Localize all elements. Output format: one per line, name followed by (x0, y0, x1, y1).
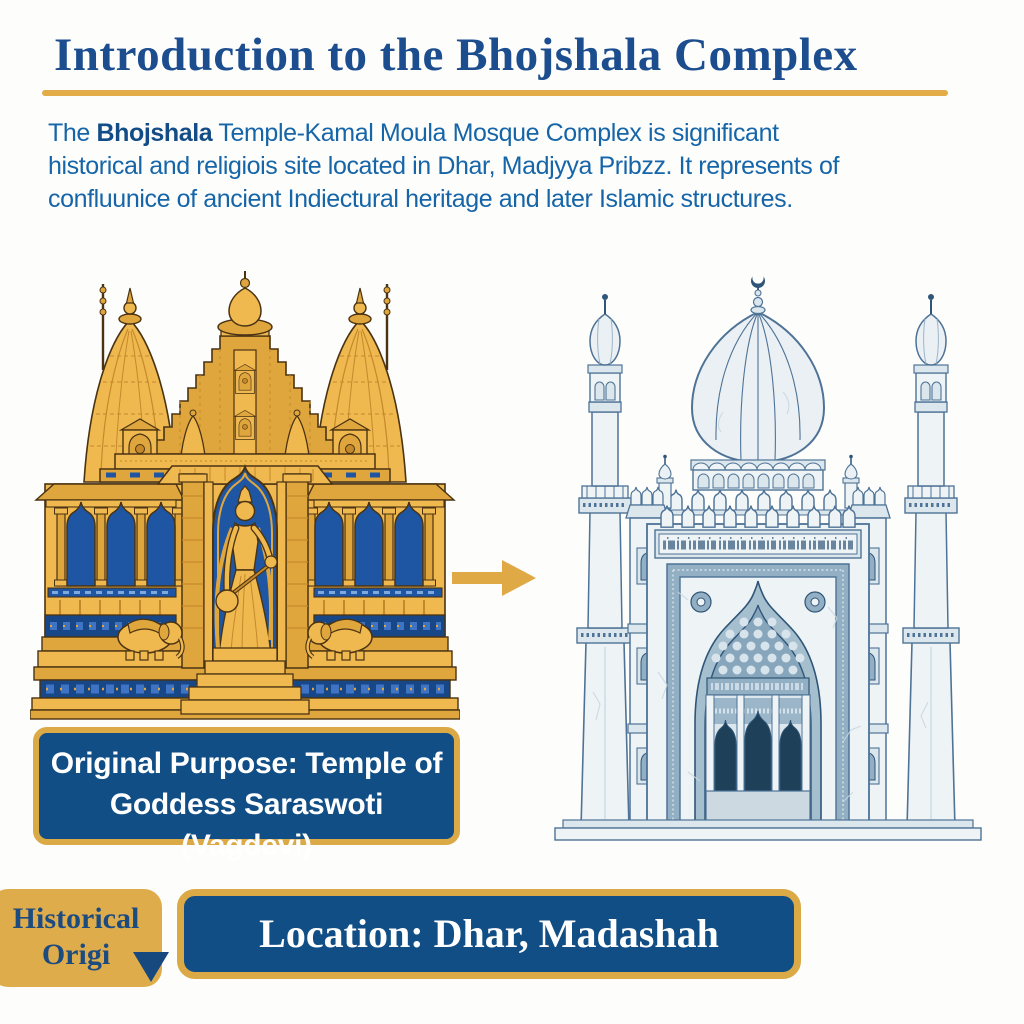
historical-tab-line-2: Origi (41, 938, 111, 971)
intro-line-3: confluunice of ancient Indiectural heritage and later Islamic structures. (48, 185, 793, 213)
intro-line-1: The Bhojshala Temple-Kamal Moula Mosque Complex is significant (48, 119, 779, 147)
mosque-dome (692, 272, 824, 462)
original-purpose-line-1: Original Purpose: Temple of (50, 747, 443, 780)
bold-keyword: Bhojshala (96, 119, 213, 147)
title-underline (42, 90, 948, 96)
original-purpose-line-2: Goddess Saraswoti (Vagdevi) (109, 788, 384, 862)
historical-tab-line-1: Historical (12, 902, 140, 935)
crescent-icon (751, 272, 765, 288)
location-banner: Location: Dhar, Madashah (177, 889, 801, 979)
arrow-down-icon (133, 952, 169, 982)
calligraphy-band (655, 530, 861, 558)
intro-paragraph (48, 117, 1008, 216)
original-purpose-callout (33, 727, 460, 862)
transformation-arrow-icon (452, 556, 540, 600)
page-title: Introduction to the Bhojshala Complex (54, 29, 858, 81)
intro-line-2: historical and religiois site located in Dhar, Madjyya Pribzz. It represents of (48, 152, 839, 180)
kamal-maula-mosque-illustration (543, 272, 993, 844)
saraswati-temple-illustration (30, 270, 460, 720)
